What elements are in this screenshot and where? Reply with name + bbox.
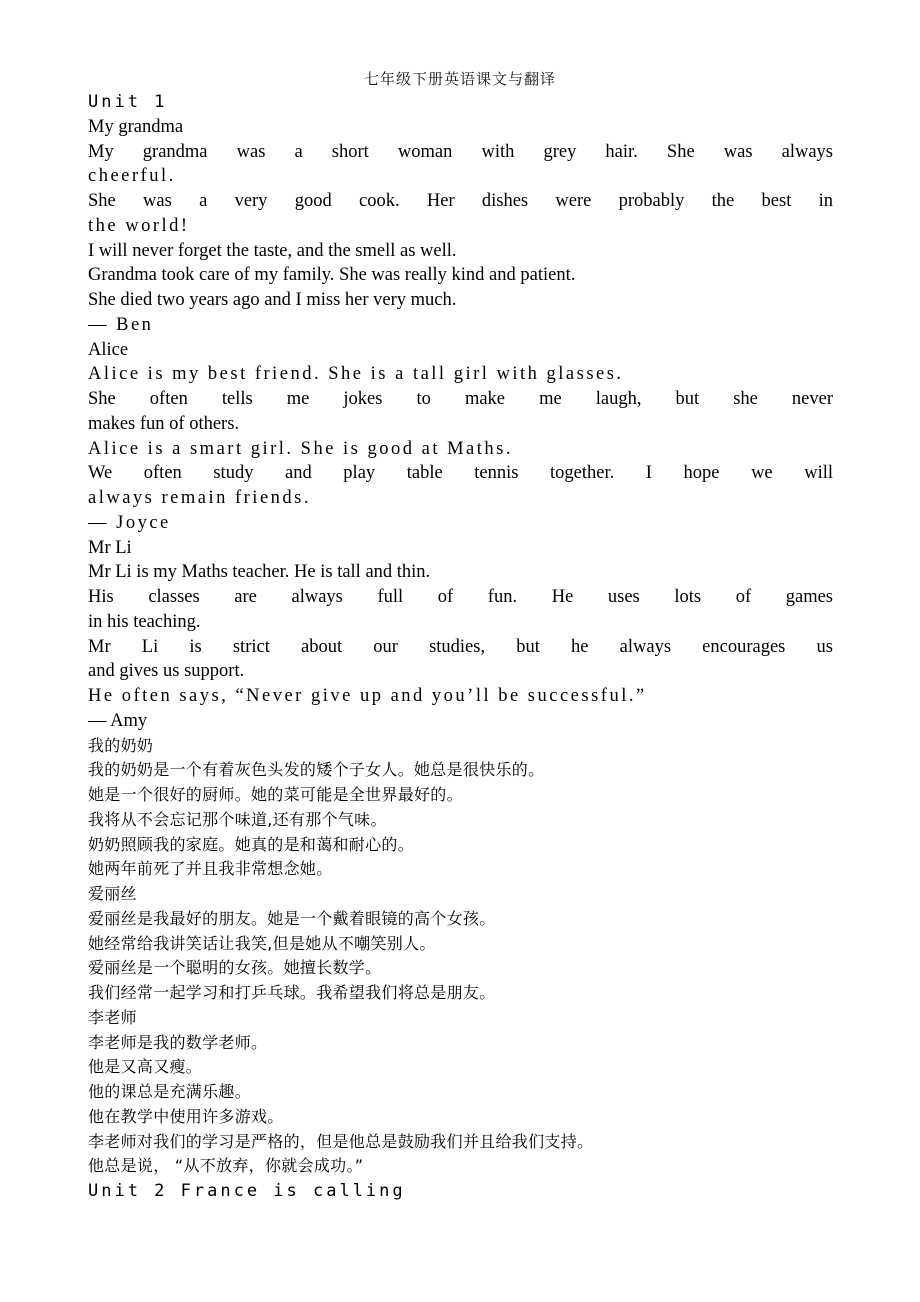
section-heading: 爱丽丝 [88,884,137,903]
text-line: My grandma was a short woman with grey hair. She was always [88,141,833,162]
text-line: She often tells me jokes to make me laugh, but she never [88,389,833,409]
text-line: 我的奶奶是一个有着灰色头发的矮个子女人。她总是很快乐的。 [88,760,545,780]
unit-heading: Unit 2 France is calling [88,1181,406,1201]
text-line: She died two years ago and I miss her very much. [88,290,457,310]
text-line: We often study and play table tennis together. I hope we will [88,463,833,484]
text-line: She was a very good cook. Her dishes were probably the best in [88,191,833,211]
section-heading: Mr Li [88,537,132,558]
text-line: 李老师是我的数学老师。 [88,1032,268,1052]
author-line: — Ben [88,314,154,335]
text-line: Grandma took care of my family. She was really kind and patient. [88,265,576,286]
text-line: makes fun of others. [88,413,240,434]
author-line: — Joyce [88,512,171,533]
text-line: 他总是说， “从不放弃，你就会成功。” [88,1156,364,1176]
text-line: Mr Li is strict about our studies, but he always encourages us [88,636,833,657]
text-line: and gives us support. [88,661,245,682]
section-heading: My grandma [88,116,184,137]
document-title: 七年级下册英语课文与翻译 [363,70,556,88]
text-line: His classes are always full of fun. He uses lots of games [88,587,833,607]
text-line: 爱丽丝是我最好的朋友。她是一个戴着眼镜的高个女孩。 [88,908,496,928]
text-line: in his teaching. [88,611,201,632]
text-line: Alice is a smart girl. She is good at Maths. [88,438,513,459]
text-line: 他在教学中使用许多游戏。 [88,1106,284,1126]
section-heading: Alice [88,339,129,360]
text-line: Mr Li is my Maths teacher. He is tall and thin. [88,562,431,583]
text-line: He often says, “Never give up and you’ll be successful.” [88,686,647,706]
text-line: cheerful. [88,166,176,187]
text-line: 我们经常一起学习和打乒乓球。我希望我们将总是朋友。 [88,983,496,1002]
text-line: 她是一个很好的厨师。她的菜可能是全世界最好的。 [88,785,463,804]
text-line: 他是又高又瘦。 [88,1057,203,1077]
author-line: — Amy [88,710,148,731]
text-line: the world! [88,215,190,236]
text-line: 李老师对我们的学习是严格的，但是他总是鼓励我们并且给我们支持。 [88,1131,594,1151]
section-heading: 我的奶奶 [88,735,154,755]
document-body [88,90,833,1204]
text-line: I will never forget the taste, and the smell as well. [88,240,457,261]
text-line: 爱丽丝是一个聪明的女孩。她擅长数学。 [88,958,382,978]
text-line: 他的课总是充满乐趣。 [88,1082,252,1101]
unit-heading: Unit 1 [88,92,168,112]
text-line: 奶奶照顾我的家庭。她真的是和蔼和耐心的。 [88,834,415,854]
text-line: Alice is my best friend. She is a tall girl with glasses. [88,364,624,385]
text-line: 她两年前死了并且我非常想念她。 [88,859,333,879]
text-line: 她经常给我讲笑话让我笑,但是她从不嘲笑别人。 [88,933,436,953]
section-heading: 李老师 [88,1007,137,1027]
text-line: always remain friends. [88,488,311,508]
text-line: 我将从不会忘记那个味道,还有那个气味。 [88,809,387,829]
